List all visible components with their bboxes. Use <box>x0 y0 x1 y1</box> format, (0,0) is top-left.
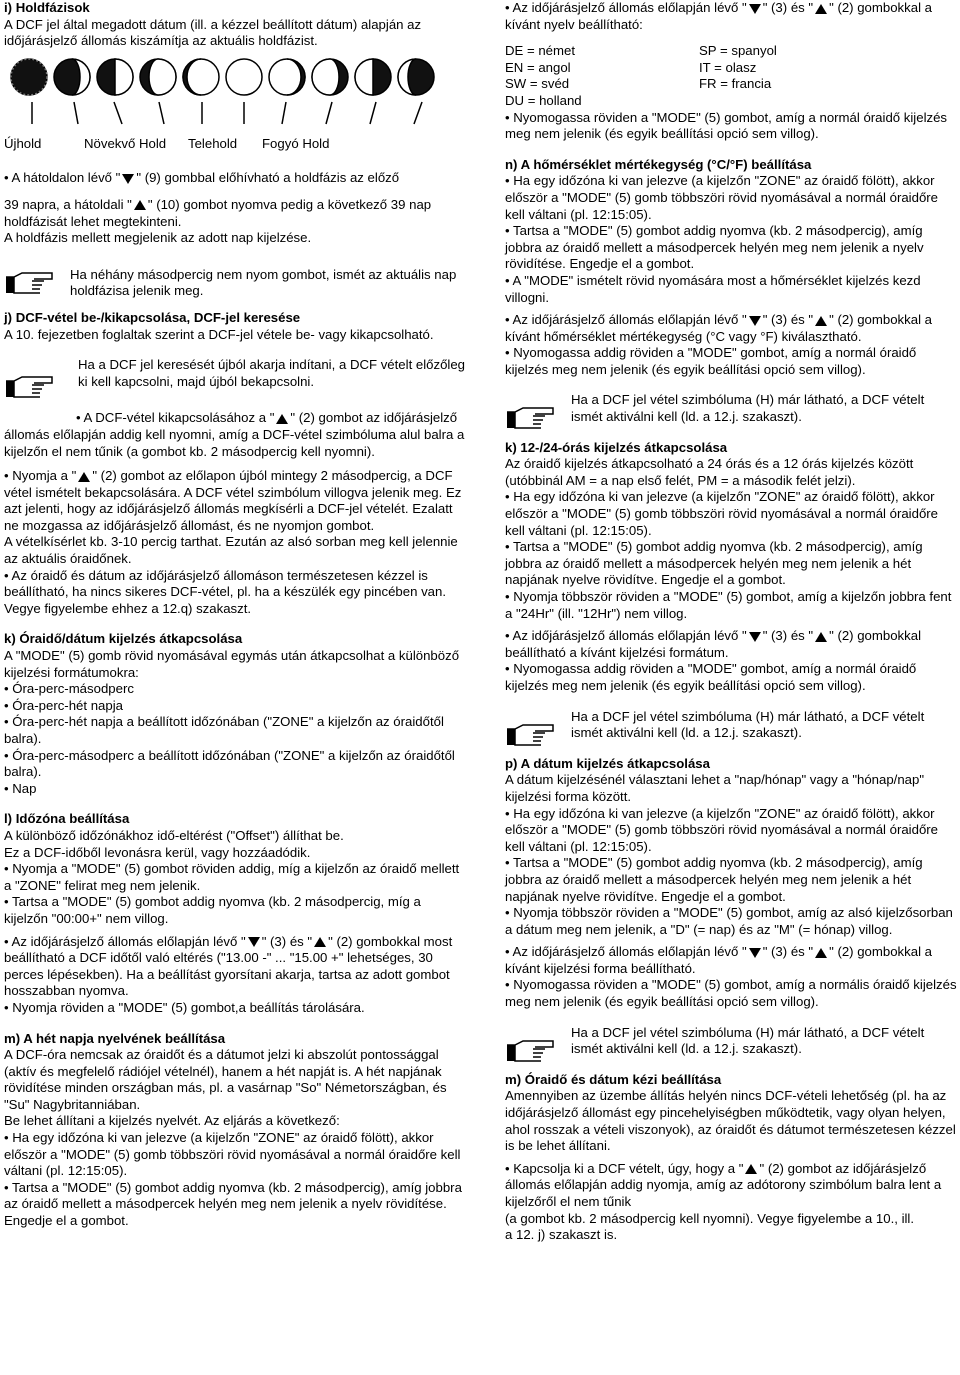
moon-phases-icon <box>10 56 458 98</box>
note-3-text: Ha a DCF jel vétel szimbóluma (H) már látható, a DCF vételt ismét aktiválni kell (ld. a 12.j. szakaszt). <box>571 392 925 425</box>
section-p-text: A dátum kijelzésénél választani lehet a "nap/hónap" vagy a "hónap/nap" kijelzési forma között. <box>505 772 925 804</box>
triangle-up-icon <box>815 4 827 14</box>
section-m2-bullet-1: • Kapcsolja ki a DCF vételt, úgy, hogy a " " (2) gombot az időjárásjelző állomás előlapján addig nyomja, amíg az adótorony szimbólum balra lent a kijelzőről el nem tűnik <box>505 1160 942 1209</box>
pointing-hand-icon <box>505 406 557 432</box>
triangle-down-icon <box>749 948 761 958</box>
section-p-bullet-2: • Tartsa a "MODE" (5) gombot addig nyomva (kb. 2 másodpercig), amíg jobbra az óraidő mellett a másodpercek helyén meg nem jelenik a hét napjának nyelve rövidítve. Engedje el a gombot. <box>505 855 923 904</box>
section-n-bullet-3: • A "MODE" ismételt rövid nyomására most a hőmérséklet kijelzés kezd villogni. <box>505 272 921 305</box>
note-1 <box>4 267 466 300</box>
note-2-text: Ha a DCF jel keresését újból akarja indítani, a DCF vételt előzőleg ki kell kapcsolni, majd újból bekapcsolni. <box>78 357 466 389</box>
section-m-bullet-2: • Tartsa a "MODE" (5) gombot addig nyomva (kb. 2 másodpercig), amíg jobbra az óraidő mellett a másodpercek helyén meg nem jelenik a nyelv rövidítése. Engedje el a gombot. <box>4 1179 462 1229</box>
triangle-up-icon <box>815 948 827 958</box>
triangle-up-icon <box>134 200 146 210</box>
section-k2-bullet-4: • Az időjárásjelző állomás előlapján lévő " " (3) és " " (2) gombokkal beállítható a kívánt kijelzési formátum. <box>505 628 921 660</box>
lang-cell: SP = spanyol <box>699 43 777 59</box>
pointing-hand-icon <box>4 375 56 401</box>
section-l-title: l) Időzóna beállítása <box>4 811 130 827</box>
section-m-text-1: A DCF-óra nemcsak az óraidőt és a dátumot jelzi ki abszolút pontossággal (aktív és megfelelő rádiójel vételnél), hanem a hét napját is. A hét napjának rövidítése minden országban más, pl. a vasárnap "So" Németországban, és "Su" Nagybritanniában. <box>4 1047 447 1112</box>
section-m-title: m) A hét napja nyelvének beállítása <box>4 1030 226 1046</box>
list-item: • Óra-perc-hét napja a beállított időzónában ("ZONE" a kijelzőn az óraidőtől balra). <box>4 714 444 746</box>
section-k-title: k) Óraidő/dátum kijelzés átkapcsolása <box>4 631 243 647</box>
section-m2-text-2: (a gombot kb. 2 másodpercig kell nyomni). Vegye figyelembe a 10., ill. <box>505 1210 915 1226</box>
section-n-bullet-1: • Ha egy időzóna ki van jelezve (a kijelzőn "ZONE" az óraidő fölött), akkor először a "MODE" (5) gomb többszöri rövid nyomásával a normál óraidőre kell váltani (pl. 12:15:05). <box>505 173 939 222</box>
phase-label-full: Telehold <box>188 136 238 152</box>
section-j-bullet-1: • A DCF-vétel kikapcsolásához a " " (2) gombot az időjárásjelző állomás előlapján addig kell nyomni, amíg a DCF-vétel szimbóluma alul balra a kijelzőn el nem tűnik (a gombot kb. 2 másodpercig kell nyomni). <box>4 410 465 459</box>
section-p-bullet-4: • Az időjárásjelző állomás előlapján lévő " " (3) és " " (2) gombokkal a kívánt kijelzési forma beállítható. <box>505 944 932 976</box>
triangle-up-icon <box>745 1164 757 1174</box>
section-n-bullet-5: • Nyomogassa addig röviden a "MODE" gombot, amíg a normál óraidő kijelzés meg nem jelenik (és egyik beállítási opció sem villog). <box>505 345 917 377</box>
note-4 <box>505 709 957 742</box>
section-i-title: i) Holdfázisok <box>4 0 90 15</box>
moon-phase-illustration <box>4 56 466 98</box>
section-l-bullet-2: • Tartsa a "MODE" (5) gombot addig nyomva (kb. 2 másodpercig, míg a kijelzőn "00:00+" nem villog. <box>4 894 421 926</box>
section-j-bullet-2: • Nyomja a " " (2) gombot az előlapon újból mintegy 2 másodpercig, a DCF vétel ismételt bekapcsolására. A DCF vétel szimbólum villogva jelenik meg. Ez azt jelenti, hogy az időjárásjelző állomás megkísérli a DCF-jel vételét. Ezalatt ne mozgassa az időjárásjelző állomást, és ne nyomjon gombot. <box>4 468 462 533</box>
right-column <box>505 0 957 1244</box>
section-m-bullet-1: • Ha egy időzóna ki van jelezve (a kijelzőn "ZONE" az óraidő fölött), akkor először a "MODE" (5) gomb többszöri rövid nyomásával a normál óraidőre kell váltani (pl. 12:15:05). <box>4 1130 461 1179</box>
section-j-bullet-3: • Az óraidő és dátum az időjárásjelző állomáson természetesen kézzel is beállítható, ha nincs sikeres DCF-vétel, pl. ha a készülék egy pincében van. Vegye figyelembe ehhez a 12.q) szakaszt. <box>4 567 447 616</box>
note-2 <box>4 357 466 390</box>
lang-cell: FR = francia <box>699 76 772 92</box>
note-5 <box>505 1025 957 1058</box>
list-item: • Óra-perc-másodperc <box>4 681 134 697</box>
section-k2-bullet-1: • Ha egy időzóna ki van jelezve (a kijelzőn "ZONE" az óraidő fölött), akkor először a "MODE" (5) gomb többszöri rövid nyomásával a normál óraidőre kell váltani (pl. 12:15:05). <box>505 489 939 538</box>
section-l-bullet-3: • Az időjárásjelző állomás előlapján lévő " " (3) és " " (2) gombokkal most beállítható a DCF időtől való eltérés ("13.00 -" ... "15.00 +" lehetséges, 30 perces lépésekben). Ha a beállítást gyorsítani akarja, tartsa az adott gombot hosszabban nyomva. <box>4 933 453 999</box>
lang-cell <box>699 93 899 110</box>
section-l-text-2: Ez a DCF-időből levonásra kerül, vagy hozzáadódik. <box>4 844 311 860</box>
section-j-text: A vételkísérlet kb. 3-10 percig tarthat. Ezután az alsó sorban meg kell jelennie az aktuális óraidőnek. <box>4 534 458 567</box>
section-i-intro: A DCF jel által megadott dátum (ill. a kézzel beállított dátum) alapján az időjárásjelző állomás kiszámítja az aktuális holdfázist. <box>4 16 422 49</box>
section-i-bullet-2: 39 napra, a hátoldali " " (10) gombot nyomva pedig a következő 39 nap holdfázisát lehet megtekinteni. <box>4 196 432 229</box>
section-p-bullet-1: • Ha egy időzóna ki van jelezve (a kijelzőn "ZONE" az óraidő fölött), akkor először a "MODE" (5) gomb többszöri rövid nyomásával a normál óraidőre kell váltani (pl. 12:15:05). <box>505 805 939 854</box>
lang-cell: EN = angol <box>505 59 571 75</box>
left-column <box>4 0 466 1230</box>
lang-cell: SW = svéd <box>505 76 570 92</box>
section-m2-title: m) Óraidő és dátum kézi beállítása <box>505 1071 722 1087</box>
section-p-bullet-3: • Nyomja többször röviden a "MODE" (5) gombot, amíg az alsó kijelzősorban a dátum meg nem jelenik, a "D" (= nap) és az "M" (= hónap) villog. <box>505 905 953 937</box>
lang-bullet-1: • Az időjárásjelző állomás előlapján lévő " " (3) és " " (2) gombokkal a kívánt nyelv beállítható: <box>505 0 932 32</box>
list-item: • Óra-perc-hét napja <box>4 697 123 713</box>
triangle-down-icon <box>749 4 761 14</box>
section-n-bullet-2: • Tartsa a "MODE" (5) gombot addig nyomva (kb. 2 másodpercig), amíg jobbra az óraidő mellett a másodpercek helyén meg nem jelenik a nyelv rövidítése. Engedje el a gombot. <box>505 223 924 272</box>
triangle-up-icon <box>314 937 326 947</box>
lang-cell: IT = olasz <box>699 59 757 75</box>
phase-label-waxing: Növekvő Hold <box>84 136 167 152</box>
section-m2-text-3: a 12. j) szakaszt is. <box>505 1227 618 1243</box>
section-k-intro: A "MODE" (5) gomb rövid nyomásával egymás után átkapcsolhat a különböző kijelzési formátumokra: <box>4 648 460 680</box>
section-p-title: p) A dátum kijelzés átkapcsolása <box>505 755 710 771</box>
section-m-text-2: Be lehet állítani a kijelzés nyelvét. Az eljárás a következő: <box>4 1113 340 1129</box>
section-k2-text: Az óraidő kijelzés átkapcsolható a 24 órás és a 12 órás kijelzés között (utóbbinál AM = a nap első felét, PM = a második felét jelzi). <box>505 456 914 488</box>
section-n-title: n) A hőmérséklet mértékegység (°C/°F) beállítása <box>505 156 812 172</box>
section-i-bullet-1: • A hátoldalon lévő " " (9) gombbal előhívható a holdfázis az előző <box>4 170 400 186</box>
triangle-up-icon <box>78 472 90 482</box>
phase-pointer-lines <box>4 98 452 132</box>
triangle-up-icon <box>815 316 827 326</box>
phase-label-new: Újhold <box>4 136 42 152</box>
note-4-text: Ha a DCF jel vétel szimbóluma (H) már látható, a DCF vételt ismét aktiválni kell (ld. a 12.j. szakaszt). <box>571 708 925 741</box>
section-j-intro: A 10. fejezetben foglaltak szerint a DCF-jel vétele be- vagy kikapcsolható. <box>4 326 434 342</box>
pointing-hand-icon <box>505 1039 557 1065</box>
note-3 <box>505 392 957 425</box>
section-k2-bullet-5: • Nyomogassa addig röviden a "MODE" gombot, amíg a normál óraidő kijelzés meg nem jelenik (és egyik beállítási opció sem villog). <box>505 661 917 693</box>
triangle-down-icon <box>749 316 761 326</box>
section-l-bullet-4: • Nyomja röviden a "MODE" (5) gombot,a beállítás tárolására. <box>4 999 365 1015</box>
lang-bullet-2: • Nyomogassa röviden a "MODE" (5) gombot, amíg a normál óraidő kijelzés meg nem jelenik (és egyik beállítási opció sem villog). <box>505 109 948 142</box>
section-j-title: j) DCF-vétel be-/kikapcsolása, DCF-jel keresése <box>4 309 301 325</box>
section-p-bullet-5: • Nyomogassa röviden a "MODE" (5) gombot, amíg a normális óraidő kijelzés meg nem jelenik (és egyik beállítási opció sem villog). <box>505 977 957 1010</box>
triangle-down-icon <box>749 632 761 642</box>
list-item: • Nap <box>4 780 37 796</box>
pointing-hand-icon <box>4 271 56 297</box>
phase-labels <box>4 136 466 156</box>
pointing-hand-icon <box>505 723 557 749</box>
section-i-text: A holdfázis mellett megjelenik az adott nap kijelzése. <box>4 230 312 246</box>
section-m2-text: Amennyiben az üzembe állítás helyén nincs DCF-vételi lehetőség (pl. ha az időjárásjelző állomást egy pincehelyiségben működtetik, vagy olyan helyen, ahol rosszak a vételi viszonyok), az óraidőt és dátumot természetesen kézzel is be lehet állítani. <box>505 1088 956 1154</box>
section-n-bullet-4: • Az időjárásjelző állomás előlapján lévő " " (3) és " " (2) gombokkal a kívánt hőmérséklet mértékegység (°C vagy °F) kiválasztható. <box>505 312 932 344</box>
triangle-down-icon <box>248 937 260 947</box>
lang-cell: DU = holland <box>505 92 582 108</box>
phase-label-waning: Fogyó Hold <box>262 136 330 152</box>
section-l-text-1: A különböző időzónákhoz idő-eltérést ("Offset") állíthat be. <box>4 827 344 843</box>
list-item: • Óra-perc-másodperc a beállított időzónában ("ZONE" a kijelzőn az óraidőtől balra). <box>4 747 455 780</box>
section-l-bullet-1: • Nyomja a "MODE" (5) gombot röviden addig, míg a kijelzőn az óraidő mellett a "ZONE" felirat meg nem jelenik. <box>4 861 460 893</box>
note-1-text: Ha néhány másodpercig nem nyom gombot, ismét az aktuális nap holdfázisa jelenik meg. <box>70 266 457 299</box>
note-5-text: Ha a DCF jel vétel szimbóluma (H) már látható, a DCF vételt ismét aktiválni kell (ld. a 12.j. szakaszt). <box>571 1024 925 1057</box>
section-k2-bullet-2: • Tartsa a "MODE" (5) gombot addig nyomva (kb. 2 másodpercig), amíg jobbra az óraidő mellett a másodpercek helyén meg nem jelenik a hét napjának nyelve rövidítve. Engedje el a gombot. <box>505 539 923 588</box>
section-k2-bullet-3: • Nyomja többször röviden a "MODE" (5) gombot, amíg a kijelzőn jobbra fent a "24Hr" (ill. "12Hr") nem villog. <box>505 589 952 621</box>
section-k2-title: k) 12-/24-órás kijelzés átkapcsolása <box>505 439 728 455</box>
language-table <box>505 43 957 109</box>
lang-cell: DE = német <box>505 43 576 59</box>
triangle-down-icon <box>122 174 134 184</box>
triangle-up-icon <box>276 414 288 424</box>
triangle-up-icon <box>815 632 827 642</box>
